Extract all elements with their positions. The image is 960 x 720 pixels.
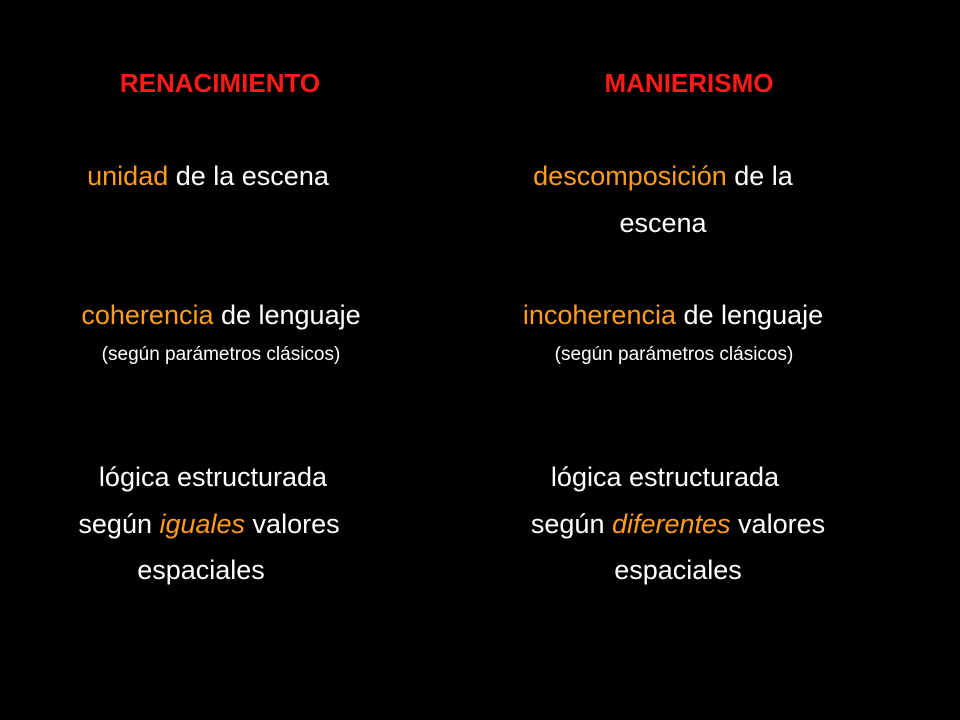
left-coherencia-rest: de lenguaje bbox=[213, 300, 361, 330]
right-incoherencia-rest: de lenguaje bbox=[675, 300, 824, 330]
left-espaciales-line: espaciales bbox=[137, 555, 265, 585]
left-parametros-note: (según parámetros clásicos) bbox=[101, 344, 341, 365]
right-incoherencia-line bbox=[523, 302, 823, 329]
right-descomposicion-line bbox=[533, 163, 793, 190]
left-coherencia-accent: coherencia bbox=[81, 300, 214, 330]
right-segun-before: según bbox=[530, 509, 612, 539]
left-segun-before: según bbox=[78, 509, 160, 539]
manierismo-title: MANIERISMO bbox=[604, 68, 774, 98]
right-espaciales-line: espaciales bbox=[614, 555, 742, 585]
right-escena-line: escena bbox=[619, 208, 707, 238]
left-segun-line bbox=[78, 511, 339, 538]
right-segun-after: valores bbox=[730, 509, 826, 539]
left-unidad-rest: de la escena bbox=[168, 161, 329, 191]
right-diferentes-accent: diferentes bbox=[611, 509, 731, 539]
left-coherencia-line bbox=[81, 302, 360, 329]
right-descomposicion-rest: de la bbox=[726, 161, 793, 191]
right-segun-line bbox=[531, 511, 825, 538]
left-unidad-line bbox=[87, 163, 329, 190]
right-logica-line: lógica estructurada bbox=[550, 462, 780, 492]
renacimiento-title: RENACIMIENTO bbox=[119, 68, 321, 98]
left-segun-after: valores bbox=[245, 509, 340, 539]
right-descomposicion-accent: descomposición bbox=[533, 161, 727, 191]
right-incoherencia-accent: incoherencia bbox=[522, 300, 676, 330]
left-unidad-accent: unidad bbox=[87, 161, 169, 191]
right-parametros-note: (según parámetros clásicos) bbox=[554, 344, 794, 365]
left-logica-line: lógica estructurada bbox=[98, 462, 328, 492]
left-iguales-accent: iguales bbox=[159, 509, 246, 539]
